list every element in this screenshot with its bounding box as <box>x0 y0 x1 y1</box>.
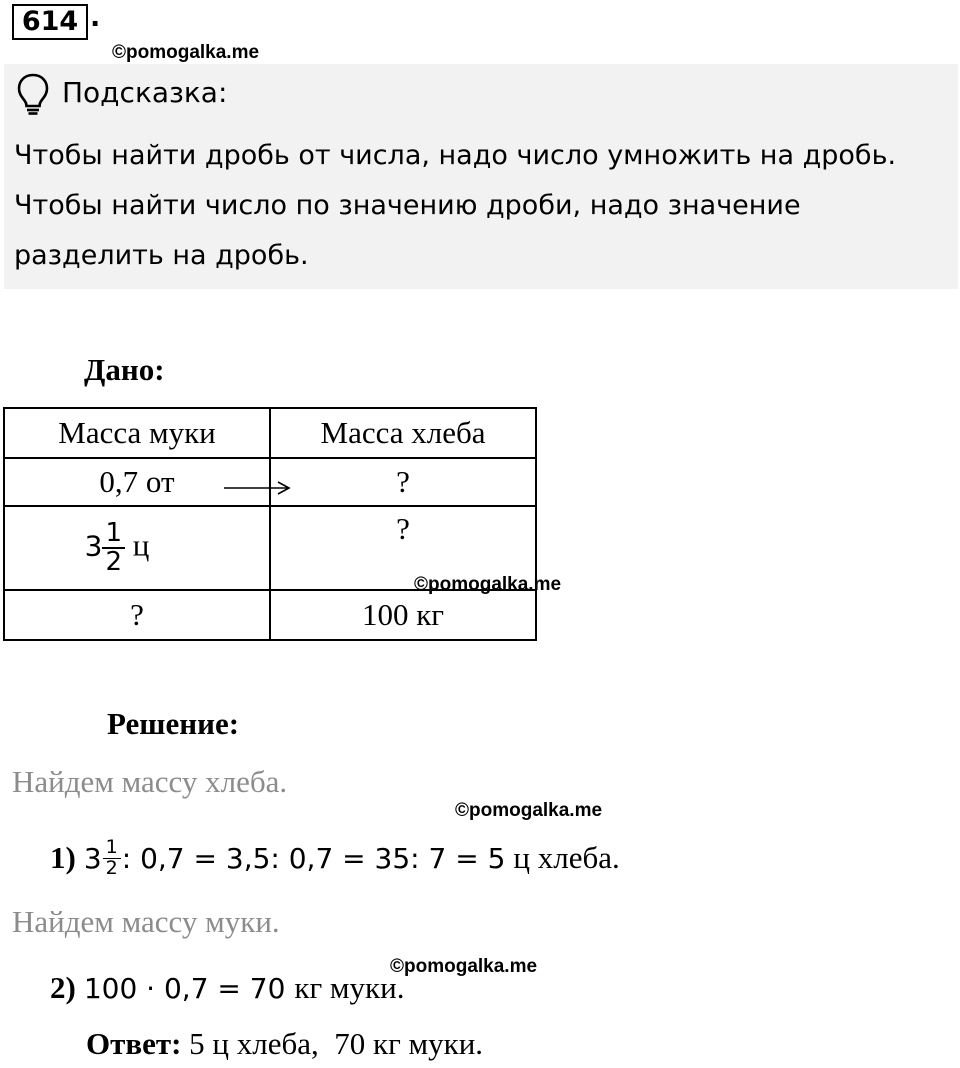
watermark: ©pomogalka.me <box>390 956 538 977</box>
given-table <box>3 407 537 641</box>
step1-line <box>50 826 620 890</box>
cell-flour-1-text: 0,7 от <box>99 464 175 499</box>
step2-label: 2) <box>50 970 76 1005</box>
cell-flour-3: ? <box>4 590 270 640</box>
watermark: ©pomogalka.me <box>112 42 260 63</box>
hint-line-1: Чтобы найти дробь от числа, надо число умножить на дробь. <box>14 140 897 171</box>
step1-whole: 3 <box>83 841 102 875</box>
step1-label: 1) <box>50 840 76 875</box>
flour-fraction-numerator: 1 <box>102 520 125 549</box>
answer-text: 5 ц хлеба, 70 кг муки. <box>189 1026 484 1061</box>
header-bread-mass: Масса хлеба <box>270 408 536 458</box>
step1-fraction <box>103 835 121 879</box>
step2-note: Найдем массу муки. <box>12 904 280 939</box>
step1-note: Найдем массу хлеба. <box>12 764 288 799</box>
hint-line-3: разделить на дробь. <box>14 240 309 271</box>
watermark: ©pomogalka.me <box>414 574 562 595</box>
task-number-dot: . <box>90 2 101 33</box>
step1-expression: : 0,7 = 3,5: 0,7 = 35: 7 = 5 <box>121 841 506 875</box>
cell-bread-2-text: ? <box>396 511 410 546</box>
answer-label: Ответ: <box>86 1026 182 1061</box>
flour-fraction <box>102 517 125 577</box>
task-number: 614 <box>12 4 88 40</box>
step2-unit: кг муки. <box>294 970 405 1005</box>
arrow-right-icon <box>222 478 294 498</box>
header-flour-mass: Масса муки <box>4 408 270 458</box>
cell-bread-3: 100 кг <box>270 590 536 640</box>
hint-title: Подсказка: <box>62 76 228 109</box>
step2-expression: 100 · 0,7 = 70 <box>83 971 286 1005</box>
given-heading: Дано: <box>84 352 165 387</box>
cell-bread-1: ? <box>270 458 536 506</box>
flour-fraction-denominator: 2 <box>105 547 123 577</box>
solution-heading: Решение: <box>107 706 240 741</box>
step1-unit: ц хлеба. <box>513 840 620 875</box>
step1-fraction-denominator: 2 <box>105 856 118 879</box>
hint-line-2: Чтобы найти число по значению дроби, надо значение <box>14 190 801 221</box>
lightbulb-icon <box>16 72 50 116</box>
cell-flour-2 <box>4 506 270 590</box>
flour-whole: 3 <box>84 529 103 563</box>
step1-fraction-numerator: 1 <box>103 838 121 859</box>
answer-line <box>86 1026 483 1062</box>
watermark: ©pomogalka.me <box>455 800 603 821</box>
step2-line <box>50 966 404 1010</box>
flour-unit: ц <box>132 527 150 563</box>
